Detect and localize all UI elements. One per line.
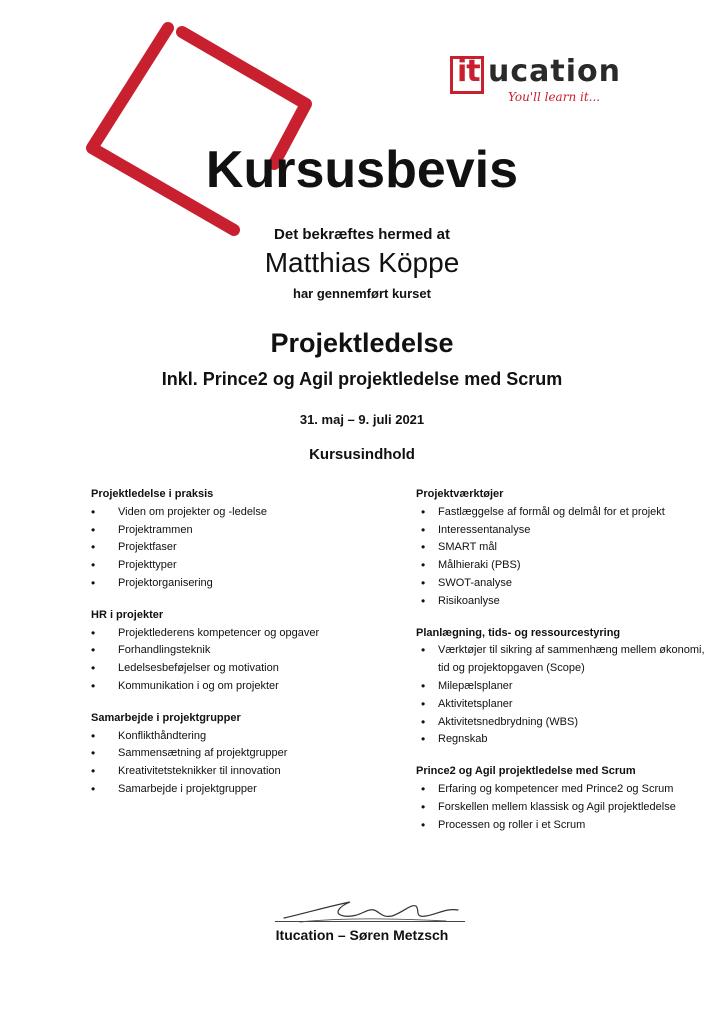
list-item: • Processen og roller i et Scrum bbox=[416, 817, 706, 835]
signature-line bbox=[275, 921, 465, 922]
section-projektledelse-i-praksis bbox=[91, 486, 391, 593]
section-heading: Projektværktøjer bbox=[416, 488, 504, 500]
list-item: • Aktivitetsplaner bbox=[416, 696, 706, 714]
certificate-title: Kursusbevis bbox=[205, 141, 519, 199]
list-item: • Fastlæggelse af formål og delmål for et projekt bbox=[416, 504, 706, 522]
list-item: • Erfaring og kompetencer med Prince2 og Scrum bbox=[416, 781, 706, 799]
list-item: • Interessentanalyse bbox=[416, 522, 706, 540]
list-item: • Sammensætning af projektgrupper bbox=[91, 745, 391, 763]
completed-text: har gennemført kurset bbox=[293, 286, 431, 301]
recipient-name: Matthias Köppe bbox=[264, 247, 460, 278]
section-heading: Samarbejde i projektgrupper bbox=[91, 711, 241, 724]
list-item: • Projektlederens kompetencer og opgaver bbox=[91, 625, 391, 643]
logo-it-text: it bbox=[457, 54, 480, 89]
list-item: • Risikoanlyse bbox=[416, 593, 706, 611]
list-item: • Målhieraki (PBS) bbox=[416, 557, 706, 575]
list-item: • Konflikthåndtering bbox=[91, 728, 391, 746]
list-item: • Forhandlingsteknik bbox=[91, 642, 391, 660]
confirm-text: Det bekræftes hermed at bbox=[274, 226, 450, 243]
logo-tagline: You'll learn it... bbox=[508, 90, 601, 104]
list-item: • Kreativitetsteknikker til innovation bbox=[91, 763, 391, 781]
course-dates: 31. maj – 9. juli 2021 bbox=[299, 412, 425, 427]
handwritten-signature bbox=[270, 888, 470, 930]
list-item: • Viden om projekter og -ledelse bbox=[91, 504, 391, 522]
list-item: • Projektfaser bbox=[91, 539, 391, 557]
section-heading: HR i projekter bbox=[91, 608, 164, 621]
list-item: • Kommunikation i og om projekter bbox=[91, 678, 391, 696]
section-prince2-agil bbox=[416, 763, 706, 834]
list-item: • Aktivitetsnedbrydning (WBS) bbox=[416, 714, 706, 732]
course-subtitle: Inkl. Prince2 og Agil projektledelse med Scrum bbox=[161, 369, 563, 389]
logo-brand-text: ucation bbox=[488, 54, 621, 89]
section-heading: Planlægning, tids- og ressourcestyring bbox=[416, 626, 621, 639]
list-item: • SMART mål bbox=[416, 539, 706, 557]
section-samarbejde bbox=[91, 710, 391, 799]
section-planlaegning bbox=[416, 625, 706, 750]
list-item: • Projektorganisering bbox=[91, 575, 391, 593]
signatory-name: Itucation – Søren Metzsch bbox=[275, 927, 449, 943]
section-heading: Prince2 og Agil projektledelse med Scrum bbox=[416, 765, 636, 778]
red-frame-decoration bbox=[70, 18, 320, 248]
content-column-left bbox=[91, 486, 391, 813]
content-heading: Kursusindhold bbox=[309, 446, 415, 463]
itucation-logo bbox=[448, 54, 644, 114]
list-item: • Projektrammen bbox=[91, 522, 391, 540]
section-heading: Projektledelse i praksis bbox=[91, 488, 214, 500]
content-column-right bbox=[416, 486, 706, 848]
list-item: • Projekttyper bbox=[91, 557, 391, 575]
list-item: • Samarbejde i projektgrupper bbox=[91, 781, 391, 799]
list-item: • SWOT-analyse bbox=[416, 575, 706, 593]
list-item: • Regnskab bbox=[416, 731, 706, 749]
list-item: • Værktøjer til sikring af sammenhæng mellem økonomi, tid og projektopgaven (Scope) bbox=[416, 642, 706, 678]
course-title: Projektledelse bbox=[270, 328, 454, 358]
list-item: • Forskellen mellem klassisk og Agil projektledelse bbox=[416, 799, 706, 817]
list-item: • Ledelsesbeføjelser og motivation bbox=[91, 660, 391, 678]
section-projektvaerktoejer bbox=[416, 486, 706, 611]
list-item: • Milepælsplaner bbox=[416, 678, 706, 696]
section-hr-i-projekter bbox=[91, 607, 391, 696]
